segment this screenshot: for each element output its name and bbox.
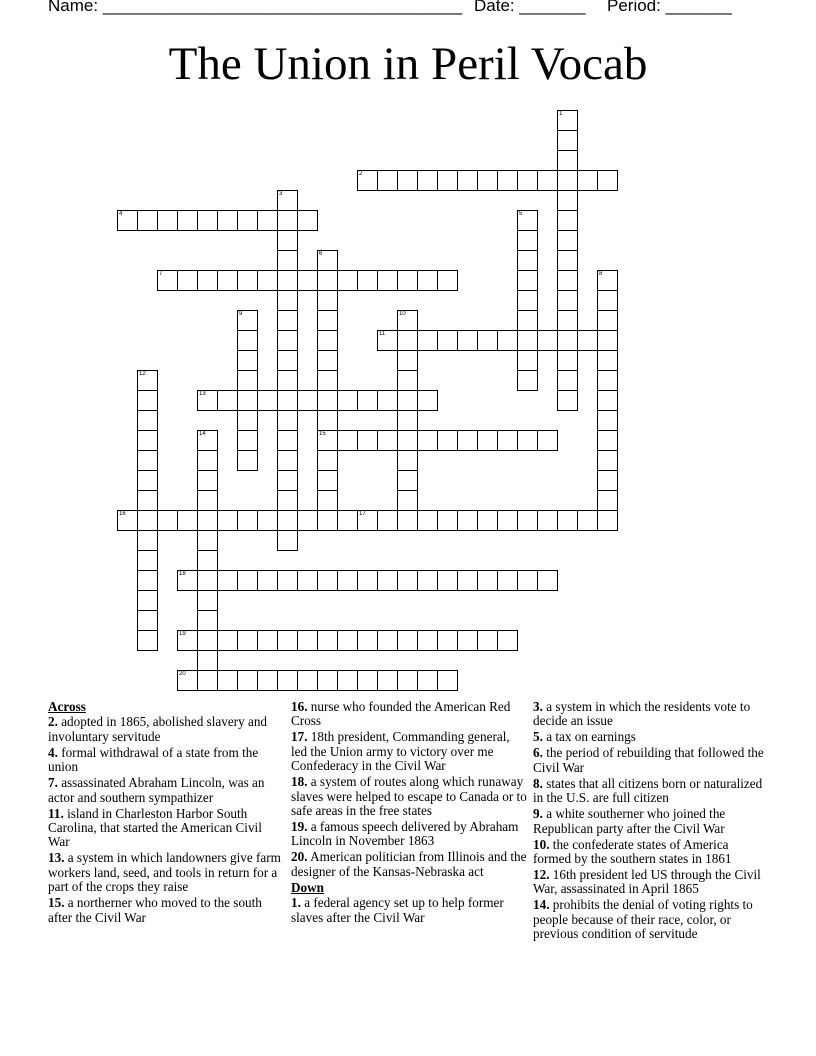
grid-cell[interactable] — [397, 430, 418, 451]
grid-cell[interactable] — [577, 170, 598, 191]
grid-cell[interactable] — [197, 470, 218, 491]
grid-cell[interactable] — [197, 530, 218, 551]
grid-cell[interactable] — [277, 330, 298, 351]
clues-column-1 — [48, 700, 284, 927]
grid-cell[interactable] — [377, 270, 398, 291]
grid-cell[interactable] — [537, 430, 558, 451]
grid-cell[interactable] — [237, 210, 258, 231]
grid-cell[interactable] — [557, 390, 578, 411]
grid-cell[interactable] — [517, 370, 538, 391]
grid-cell[interactable] — [597, 170, 618, 191]
grid-cell[interactable] — [277, 410, 298, 431]
clue-across-11: 11. island in Charleston Harbor South Carolina, that started the American Civil War — [48, 805, 262, 850]
grid-cell[interactable] — [197, 550, 218, 571]
grid-cell[interactable] — [557, 290, 578, 311]
grid-cell[interactable] — [417, 630, 438, 651]
grid-cell[interactable] — [457, 330, 478, 351]
grid-cell[interactable] — [397, 310, 418, 331]
grid-cell[interactable] — [237, 510, 258, 531]
grid-cell[interactable] — [197, 670, 218, 691]
grid-cell[interactable] — [357, 390, 378, 411]
grid-cell[interactable] — [137, 210, 158, 231]
grid-cell[interactable] — [217, 210, 238, 231]
grid-cell[interactable] — [317, 310, 338, 331]
grid-cell[interactable] — [477, 430, 498, 451]
grid-cell[interactable] — [137, 470, 158, 491]
clue-number-label: 7 — [159, 271, 163, 277]
grid-cell[interactable] — [437, 270, 458, 291]
grid-cell[interactable] — [217, 630, 238, 651]
grid-cell[interactable] — [197, 650, 218, 671]
grid-cell[interactable] — [137, 510, 158, 531]
grid-cell[interactable] — [137, 370, 158, 391]
grid-cell[interactable] — [277, 570, 298, 591]
grid-cell[interactable] — [417, 270, 438, 291]
grid-cell[interactable] — [477, 170, 498, 191]
grid-cell[interactable] — [397, 510, 418, 531]
grid-cell[interactable] — [137, 450, 158, 471]
name-field-label[interactable]: Name: ______________________________________ — [48, 0, 463, 15]
grid-cell[interactable] — [137, 390, 158, 411]
clue-number-label: 19 — [179, 631, 186, 637]
grid-cell[interactable] — [597, 290, 618, 311]
grid-cell[interactable] — [337, 390, 358, 411]
grid-cell[interactable] — [537, 510, 558, 531]
grid-cell[interactable] — [557, 210, 578, 231]
grid-cell[interactable] — [357, 630, 378, 651]
grid-cell[interactable] — [197, 490, 218, 511]
grid-cell[interactable] — [397, 410, 418, 431]
grid-cell[interactable] — [397, 390, 418, 411]
grid-cell[interactable] — [177, 630, 198, 651]
grid-cell[interactable] — [257, 630, 278, 651]
grid-cell[interactable] — [397, 350, 418, 371]
grid-cell[interactable] — [257, 210, 278, 231]
grid-cell[interactable] — [157, 270, 178, 291]
down-heading: Down — [291, 879, 324, 895]
grid-cell[interactable] — [477, 630, 498, 651]
clue-across-2: 2. adopted in 1865, abolished slavery and involuntary servitude — [48, 714, 268, 744]
grid-cell[interactable] — [557, 350, 578, 371]
grid-cell[interactable] — [257, 570, 278, 591]
grid-cell[interactable] — [437, 430, 458, 451]
clue-number-label: 8 — [599, 271, 603, 277]
grid-cell[interactable] — [337, 430, 358, 451]
grid-cell[interactable] — [117, 210, 138, 231]
clue-down-14: 14. prohibits the denial of voting rights to people because of their race, color, or previous condition of servitude — [533, 897, 753, 942]
grid-cell[interactable] — [197, 630, 218, 651]
clue-number-label: 17 — [359, 511, 366, 517]
clue-number-label: 1 — [559, 111, 563, 117]
grid-cell[interactable] — [477, 570, 498, 591]
grid-cell[interactable] — [437, 630, 458, 651]
clue-number-label: 20 — [179, 671, 186, 677]
grid-cell[interactable] — [317, 630, 338, 651]
grid-cell[interactable] — [557, 310, 578, 331]
clue-down-5: 5. a tax on earnings — [533, 729, 636, 745]
grid-cell[interactable] — [537, 570, 558, 591]
grid-cell[interactable] — [517, 210, 538, 231]
grid-cell[interactable] — [517, 570, 538, 591]
grid-cell[interactable] — [137, 610, 158, 631]
grid-cell[interactable] — [317, 290, 338, 311]
grid-cell[interactable] — [277, 210, 298, 231]
grid-cell[interactable] — [397, 490, 418, 511]
grid-cell[interactable] — [297, 210, 318, 231]
grid-cell[interactable] — [317, 410, 338, 431]
grid-cell[interactable] — [277, 470, 298, 491]
grid-cell[interactable] — [137, 590, 158, 611]
grid-cell[interactable] — [377, 170, 398, 191]
grid-cell[interactable] — [337, 630, 358, 651]
clue-number-label: 9 — [239, 311, 243, 317]
grid-cell[interactable] — [557, 170, 578, 191]
grid-cell[interactable] — [497, 630, 518, 651]
grid-cell[interactable] — [317, 430, 338, 451]
grid-cell[interactable] — [237, 410, 258, 431]
grid-cell[interactable] — [157, 210, 178, 231]
clue-number-label: 6 — [319, 251, 323, 257]
grid-cell[interactable] — [437, 570, 458, 591]
grid-cell[interactable] — [357, 670, 378, 691]
grid-cell[interactable] — [137, 430, 158, 451]
grid-cell[interactable] — [457, 170, 478, 191]
grid-cell[interactable] — [557, 250, 578, 271]
grid-cell[interactable] — [497, 170, 518, 191]
grid-cell[interactable] — [597, 370, 618, 391]
grid-cell[interactable] — [397, 170, 418, 191]
grid-cell[interactable] — [137, 410, 158, 431]
grid-cell[interactable] — [437, 330, 458, 351]
grid-cell[interactable] — [597, 430, 618, 451]
grid-cell[interactable] — [337, 510, 358, 531]
grid-cell[interactable] — [237, 390, 258, 411]
grid-cell[interactable] — [517, 230, 538, 251]
grid-cell[interactable] — [417, 430, 438, 451]
grid-cell[interactable] — [317, 670, 338, 691]
grid-cell[interactable] — [197, 430, 218, 451]
grid-cell[interactable] — [357, 510, 378, 531]
grid-cell[interactable] — [237, 450, 258, 471]
grid-cell[interactable] — [377, 510, 398, 531]
grid-cell[interactable] — [397, 330, 418, 351]
grid-cell[interactable] — [477, 510, 498, 531]
grid-cell[interactable] — [597, 410, 618, 431]
grid-cell[interactable] — [597, 350, 618, 371]
clue-down-3: 3. a system in which the residents vote to decide an issue — [533, 699, 751, 729]
grid-cell[interactable] — [557, 190, 578, 211]
grid-cell[interactable] — [217, 390, 238, 411]
grid-cell[interactable] — [237, 330, 258, 351]
clue-number-label: 14 — [199, 431, 206, 437]
clue-number-label: 12 — [139, 371, 146, 377]
grid-cell[interactable] — [277, 250, 298, 271]
grid-cell[interactable] — [237, 430, 258, 451]
grid-cell[interactable] — [137, 630, 158, 651]
grid-cell[interactable] — [177, 210, 198, 231]
grid-cell[interactable] — [297, 510, 318, 531]
grid-cell[interactable] — [517, 430, 538, 451]
grid-cell[interactable] — [557, 110, 578, 131]
clue-number-label: 10 — [399, 311, 406, 317]
grid-cell[interactable] — [177, 670, 198, 691]
grid-cell[interactable] — [257, 270, 278, 291]
grid-cell[interactable] — [197, 590, 218, 611]
grid-cell[interactable] — [277, 230, 298, 251]
grid-cell[interactable] — [497, 570, 518, 591]
grid-cell[interactable] — [577, 510, 598, 531]
grid-cell[interactable] — [457, 630, 478, 651]
grid-cell[interactable] — [477, 330, 498, 351]
grid-cell[interactable] — [357, 270, 378, 291]
grid-cell[interactable] — [277, 430, 298, 451]
grid-cell[interactable] — [137, 530, 158, 551]
grid-cell[interactable] — [517, 510, 538, 531]
grid-cell[interactable] — [317, 490, 338, 511]
grid-cell[interactable] — [117, 510, 138, 531]
grid-cell[interactable] — [237, 670, 258, 691]
grid-cell[interactable] — [277, 670, 298, 691]
clue-across-20: 20. American politician from Illinois and the designer of the Kansas-Nebraska act — [291, 849, 527, 879]
grid-cell[interactable] — [277, 510, 298, 531]
clue-down-9: 9. a white southerner who joined the Republican party after the Civil War — [533, 806, 726, 836]
grid-cell[interactable] — [217, 510, 238, 531]
clue-number-label: 4 — [119, 211, 123, 217]
clue-across-19: 19. a famous speech delivered by Abraham Lincoln in November 1863 — [291, 819, 519, 849]
clue-number-label: 2 — [359, 171, 363, 177]
grid-cell[interactable] — [357, 170, 378, 191]
grid-cell[interactable] — [597, 330, 618, 351]
grid-cell[interactable] — [197, 570, 218, 591]
grid-cell[interactable] — [557, 510, 578, 531]
clue-down-8: 8. states that all citizens born or naturalized in the U.S. are full citizen — [533, 775, 763, 806]
clue-across-4: 4. formal withdrawal of a state from the union — [48, 744, 259, 775]
clue-number-label: 5 — [519, 211, 523, 217]
grid-cell[interactable] — [417, 510, 438, 531]
grid-cell[interactable] — [597, 310, 618, 331]
grid-cell[interactable] — [597, 490, 618, 511]
grid-cell[interactable] — [297, 630, 318, 651]
clue-across-15: 15. a northerner who moved to the south after the Civil War — [48, 895, 262, 925]
grid-cell[interactable] — [457, 570, 478, 591]
grid-cell[interactable] — [457, 510, 478, 531]
grid-cell[interactable] — [257, 390, 278, 411]
clue-down-12: 12. 16th president led US through the Civil War, assassinated in April 1865 — [533, 867, 761, 897]
grid-cell[interactable] — [277, 190, 298, 211]
grid-cell[interactable] — [397, 670, 418, 691]
grid-cell[interactable] — [537, 170, 558, 191]
grid-cell[interactable] — [517, 250, 538, 271]
clue-down-1: 1. a federal agency set up to help former slaves after the Civil War — [291, 895, 504, 925]
grid-cell[interactable] — [237, 630, 258, 651]
grid-cell[interactable] — [317, 510, 338, 531]
grid-cell[interactable] — [197, 270, 218, 291]
grid-cell[interactable] — [597, 390, 618, 411]
grid-cell[interactable] — [157, 510, 178, 531]
grid-cell[interactable] — [297, 270, 318, 291]
grid-cell[interactable] — [317, 450, 338, 471]
clue-down-6: 6. the period of rebuilding that followed the Civil War — [533, 745, 764, 775]
grid-cell[interactable] — [417, 170, 438, 191]
grid-cell[interactable] — [317, 350, 338, 371]
clue-across-16: 16. nurse who founded the American Red Cross — [291, 699, 511, 729]
date-field-label[interactable]: Date: _______ — [474, 0, 586, 15]
grid-cell[interactable] — [317, 390, 338, 411]
grid-cell[interactable] — [557, 230, 578, 251]
grid-cell[interactable] — [237, 370, 258, 391]
page-title: The Union in Peril Vocab — [168, 38, 648, 90]
grid-cell[interactable] — [317, 250, 338, 271]
grid-cell[interactable] — [517, 270, 538, 291]
grid-cell[interactable] — [277, 290, 298, 311]
grid-cell[interactable] — [277, 370, 298, 391]
grid-cell[interactable] — [397, 270, 418, 291]
clue-number-label: 3 — [279, 191, 283, 197]
grid-cell[interactable] — [557, 150, 578, 171]
grid-cell[interactable] — [317, 270, 338, 291]
grid-cell[interactable] — [377, 570, 398, 591]
grid-cell[interactable] — [377, 330, 398, 351]
grid-cell[interactable] — [137, 550, 158, 571]
grid-cell[interactable] — [197, 390, 218, 411]
grid-cell[interactable] — [377, 390, 398, 411]
grid-cell[interactable] — [517, 310, 538, 331]
grid-cell[interactable] — [297, 570, 318, 591]
grid-cell[interactable] — [277, 350, 298, 371]
grid-cell[interactable] — [197, 210, 218, 231]
grid-cell[interactable] — [137, 490, 158, 511]
clue-down-10: 10. the confederate states of America formed by the southern states in 1861 — [533, 836, 732, 867]
grid-cell[interactable] — [497, 510, 518, 531]
grid-cell[interactable] — [177, 270, 198, 291]
grid-cell[interactable] — [557, 270, 578, 291]
period-field-label[interactable]: Period: _______ — [607, 0, 732, 15]
clue-number-label: 16 — [119, 511, 126, 517]
grid-cell[interactable] — [377, 630, 398, 651]
grid-cell[interactable] — [237, 350, 258, 371]
grid-cell[interactable] — [517, 170, 538, 191]
grid-cell[interactable] — [517, 330, 538, 351]
grid-cell[interactable] — [297, 390, 318, 411]
grid-cell[interactable] — [277, 490, 298, 511]
grid-cell[interactable] — [597, 510, 618, 531]
grid-cell[interactable] — [557, 130, 578, 151]
grid-cell[interactable] — [217, 270, 238, 291]
grid-cell[interactable] — [177, 570, 198, 591]
grid-cell[interactable] — [517, 350, 538, 371]
grid-cell[interactable] — [277, 390, 298, 411]
grid-cell[interactable] — [317, 570, 338, 591]
grid-cell[interactable] — [437, 510, 458, 531]
clues-column-3 — [533, 700, 769, 943]
grid-cell[interactable] — [337, 670, 358, 691]
grid-cell[interactable] — [577, 330, 598, 351]
grid-cell[interactable] — [377, 430, 398, 451]
grid-cell[interactable] — [277, 270, 298, 291]
grid-cell[interactable] — [217, 670, 238, 691]
grid-cell[interactable] — [317, 370, 338, 391]
clues-column-2 — [291, 700, 527, 927]
clue-across-13: 13. a system in which landowners give farm workers land, seed, and tools in return for a part of the crops they raise — [48, 850, 281, 895]
grid-cell[interactable] — [597, 450, 618, 471]
grid-cell[interactable] — [177, 510, 198, 531]
grid-cell[interactable] — [597, 470, 618, 491]
clue-number-label: 11 — [379, 331, 386, 337]
grid-cell[interactable] — [277, 310, 298, 331]
grid-cell[interactable] — [597, 270, 618, 291]
grid-cell[interactable] — [397, 450, 418, 471]
grid-cell[interactable] — [237, 270, 258, 291]
grid-cell[interactable] — [417, 670, 438, 691]
clue-number-label: 15 — [319, 431, 326, 437]
grid-cell[interactable] — [397, 570, 418, 591]
grid-cell[interactable] — [317, 330, 338, 351]
grid-cell[interactable] — [257, 670, 278, 691]
grid-cell[interactable] — [297, 670, 318, 691]
clue-number-label: 18 — [179, 571, 186, 577]
grid-cell[interactable] — [417, 570, 438, 591]
grid-cell[interactable] — [397, 470, 418, 491]
across-heading: Across — [48, 699, 86, 714]
grid-cell[interactable] — [337, 570, 358, 591]
grid-cell[interactable] — [417, 330, 438, 351]
grid-cell[interactable] — [137, 570, 158, 591]
grid-cell[interactable] — [197, 450, 218, 471]
grid-cell[interactable] — [357, 430, 378, 451]
grid-cell[interactable] — [457, 430, 478, 451]
clue-across-18: 18. a system of routes along which runaway slaves were helped to escape to Canada or to safe areas in the free states — [291, 774, 527, 819]
grid-cell[interactable] — [397, 370, 418, 391]
grid-cell[interactable] — [257, 510, 278, 531]
grid-cell[interactable] — [517, 290, 538, 311]
grid-cell[interactable] — [497, 330, 518, 351]
grid-cell[interactable] — [557, 330, 578, 351]
grid-cell[interactable] — [377, 670, 398, 691]
grid-cell[interactable] — [397, 630, 418, 651]
grid-cell[interactable] — [317, 470, 338, 491]
grid-cell[interactable] — [277, 530, 298, 551]
grid-cell[interactable] — [497, 430, 518, 451]
grid-cell[interactable] — [537, 330, 558, 351]
grid-cell[interactable] — [437, 170, 458, 191]
grid-cell[interactable] — [277, 630, 298, 651]
grid-cell[interactable] — [277, 450, 298, 471]
clue-number-label: 13 — [199, 391, 206, 397]
grid-cell[interactable] — [417, 390, 438, 411]
grid-cell[interactable] — [237, 310, 258, 331]
grid-cell[interactable] — [357, 570, 378, 591]
grid-cell[interactable] — [237, 570, 258, 591]
grid-cell[interactable] — [437, 670, 458, 691]
grid-cell[interactable] — [337, 270, 358, 291]
grid-cell[interactable] — [557, 370, 578, 391]
clue-across-7: 7. assassinated Abraham Lincoln, was an actor and southern sympathizer — [48, 775, 265, 805]
grid-cell[interactable] — [197, 510, 218, 531]
clue-across-17: 17. 18th president, Commanding general, led the Union army to victory over me Confederacy in the Civil War — [291, 729, 510, 774]
grid-cell[interactable] — [197, 610, 218, 631]
grid-cell[interactable] — [217, 570, 238, 591]
